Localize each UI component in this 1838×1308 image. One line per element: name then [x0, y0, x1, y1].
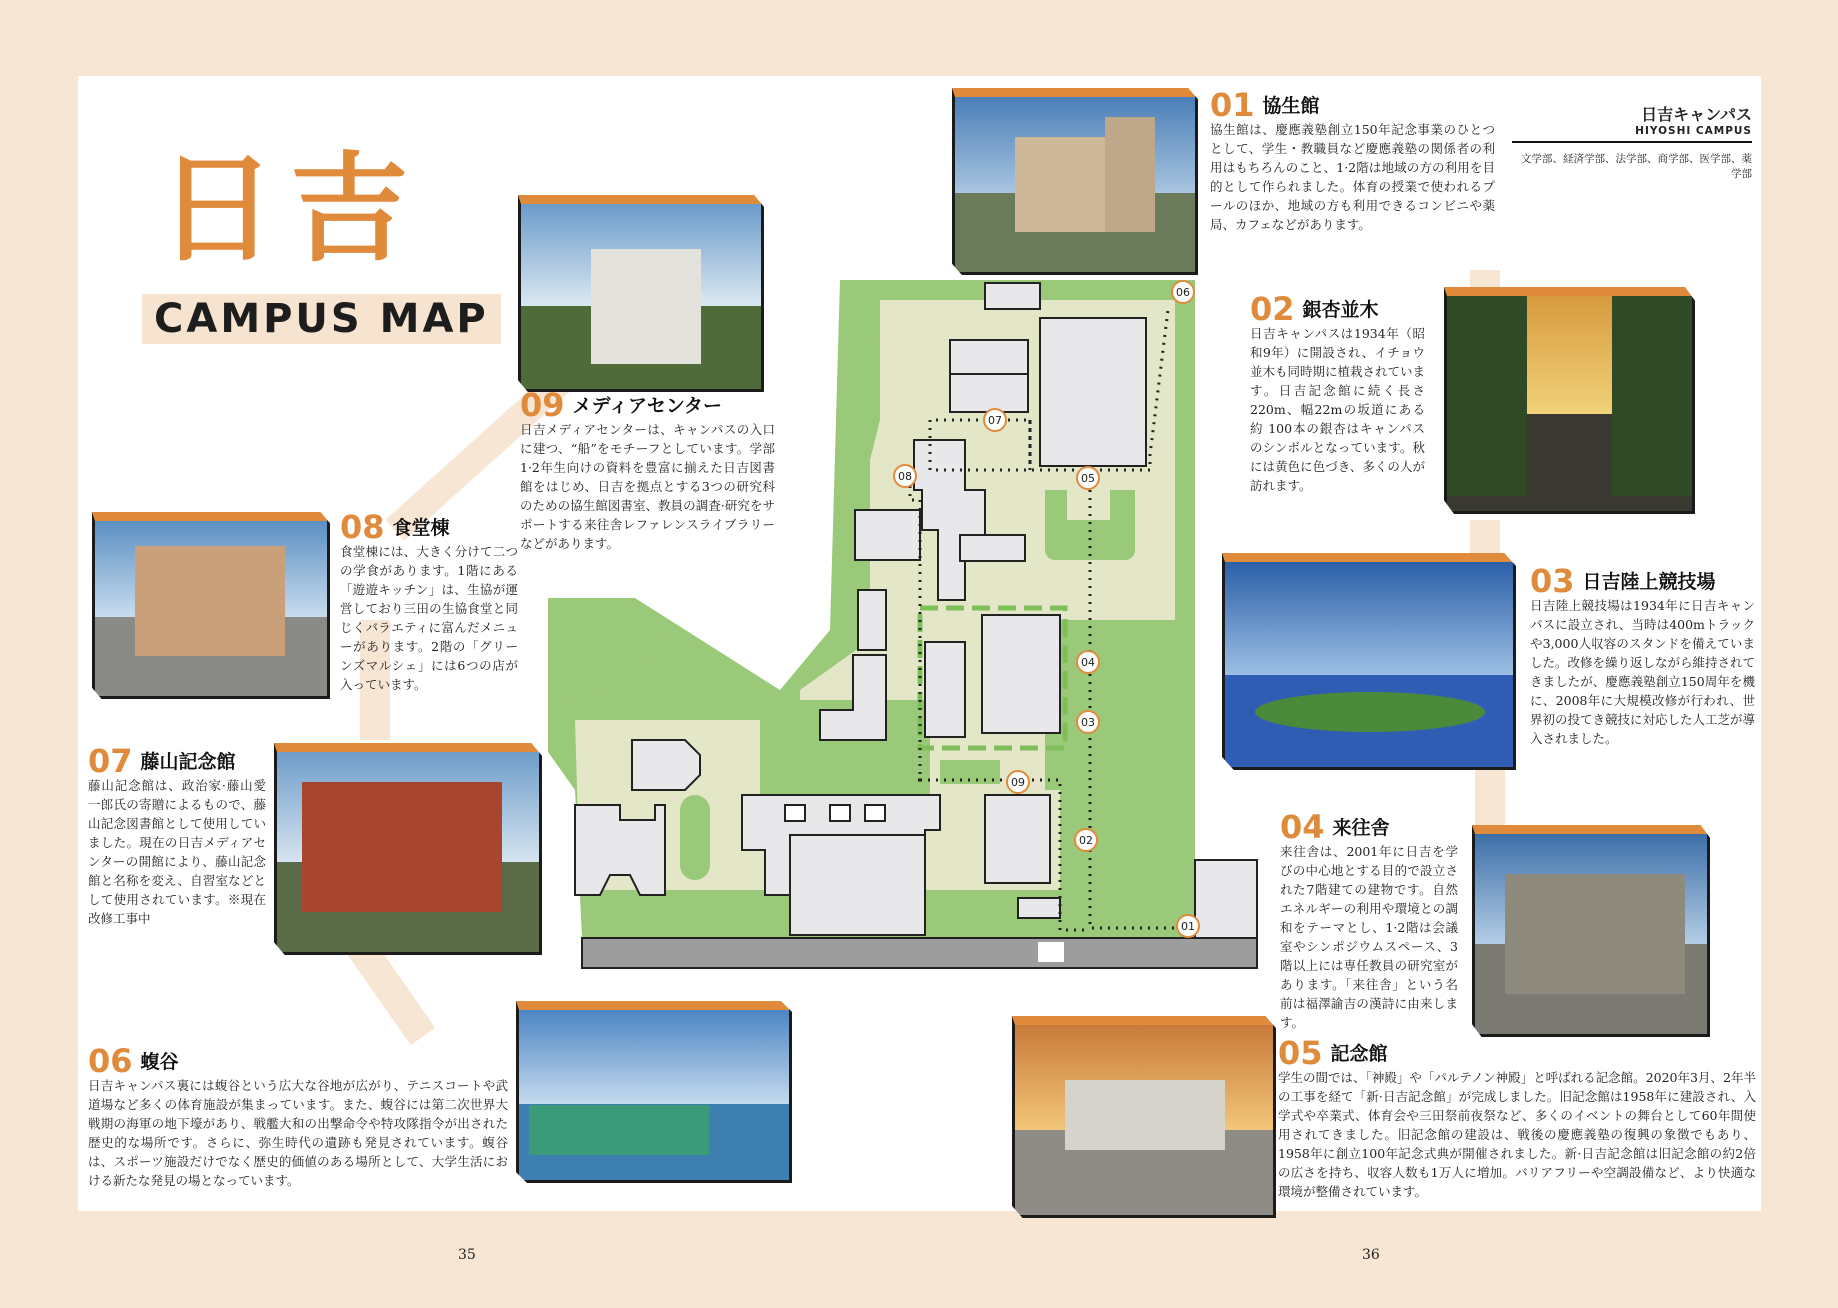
section-heading: 04 来往舎 [1280, 808, 1390, 846]
map-marker-03 [1077, 711, 1099, 733]
section-text: 来往舎は、2001年に日吉を学びの中心地とする目的で設立された7階建ての建物です。自然エネルギーの利用や環境との調和をテーマとし、1·2階は会議室やシンポジウムスペース、3階以上には専任教員の研究室があります。「来往舎」という名前は福澤諭吉の漢詩に由来します。 [1280, 844, 1458, 1030]
section-heading: 01 協生館 [1210, 86, 1320, 124]
section-text: 藤山記念館は、政治家·藤山愛一郎氏の寄贈によるもので、藤山記念図書館として使用していました。現在の日吉メディアセンターの開館により、藤山記念館と名称を変え、自習室などとして使用されています。※現在改修工事中 [88, 778, 266, 926]
map-building [950, 340, 1028, 378]
campus-faculties: 文学部、経済学部、法学部、商学部、医学部、薬学部 [1521, 153, 1752, 180]
map-building [960, 535, 1025, 561]
section-heading: 06 蝮谷 [88, 1042, 179, 1080]
section-heading: 02 銀杏並木 [1250, 290, 1379, 328]
page-number-left: 35 [458, 1247, 476, 1263]
svg-text:08: 08 [898, 470, 912, 483]
map-road [582, 938, 1257, 968]
map-building [790, 835, 925, 935]
section-heading: 08 食堂棟 [340, 508, 450, 546]
svg-text:06: 06 [1176, 286, 1190, 299]
page-subtitle: CAMPUS MAP [142, 294, 501, 344]
section-05 [1278, 1034, 1756, 1201]
map-marker-06 [1172, 281, 1194, 303]
map-building [985, 283, 1040, 309]
map-marker-08 [894, 465, 916, 487]
section-09 [520, 386, 775, 553]
page-title: 日吉 [158, 140, 423, 278]
svg-text:05: 05 [1081, 472, 1095, 485]
map-marker-05 [1077, 467, 1099, 489]
svg-text:07: 07 [988, 414, 1002, 427]
section-text: 日吉陸上競技場は1934年に日吉キャンパスに設立され、当時は400mトラックや3,000人収容のスタンドを備えていました。改修を繰り返しながら維持されてきましたが、慶應義塾創立150周年を機に、2008年に大規模改修が行われ、世界初の投てき競技に対応した人工芝が導入されました。 [1530, 598, 1756, 746]
map-marker-02 [1075, 829, 1097, 851]
section-03 [1530, 562, 1756, 748]
section-heading: 09 メディアセンター [520, 386, 723, 424]
campus-name: 日吉キャンパス [1641, 105, 1752, 124]
section-heading: 03 日吉陸上競技場 [1530, 562, 1716, 600]
svg-text:01: 01 [1181, 920, 1195, 933]
map-marker-09 [1007, 771, 1029, 793]
section-01 [1210, 86, 1495, 234]
map-building [1018, 898, 1060, 918]
section-text: 日吉キャンパス裏には蝮谷という広大な谷地が広がり、テニスコートや武道場など多くの体育施設が集まっています。また、蝮谷には第二次世界大戦期の海軍の地下壕があり、戦艦大和の出撃命令や特攻隊指令が出された歴史的な場所です。さらに、弥生時代の遺跡も発見されています。蝮谷は、スポーツ施設だけでなく歴史的価値のある場所として、大学生活における新たな発見の場となっています。 [88, 1078, 508, 1188]
svg-text:04: 04 [1081, 656, 1095, 669]
map-marker-07 [984, 409, 1006, 431]
map-building [1195, 860, 1257, 938]
map-building [982, 615, 1060, 733]
section-06 [88, 1042, 508, 1190]
campus-name-en: HIYOSHI CAMPUS [1512, 125, 1752, 143]
map-building [985, 795, 1050, 883]
page-number-right: 36 [1362, 1247, 1380, 1263]
svg-text:02: 02 [1079, 834, 1093, 847]
section-heading: 07 藤山記念館 [88, 742, 236, 780]
section-text: 学生の間では、「神殿」や「パルテノン神殿」と呼ばれる記念館。2020年3月、2年半の工事を経て「新·日吉記念館」が完成しました。旧記念館は1958年に建設され、入学式や卒業式、体育会や三田祭前夜祭など、多くのイベントの舞台として60年間使用されてきました。旧記念館の建設は、戦後の慶應義塾の復興の象徴でもあり、1958年に創立100年記念式典が開催されました。新·日吉記念館は旧記念館の約2倍の広さを持ち、収容人数も1万人に増加。バリアフリーや空調設備など、より快適な環境が整備されています。 [1278, 1070, 1756, 1199]
section-heading: 05 記念館 [1278, 1034, 1388, 1072]
map-building [1040, 318, 1146, 466]
section-text: 日吉キャンパスは1934年（昭和9年）に開設され、イチョウ並木も同時期に植栽されています。日吉記念館に続く長さ220m、幅22mの坂道にある約 100本の銀杏はキャンパスのシンボルとなっています。秋には黄色に色づき、多くの人が訪れます。 [1250, 326, 1426, 493]
map-building [855, 510, 920, 560]
map-marker-04 [1077, 651, 1099, 673]
map-marker-01 [1177, 915, 1199, 937]
map-building [950, 374, 1028, 412]
svg-text:09: 09 [1011, 776, 1025, 789]
section-08 [340, 508, 518, 694]
map-building [632, 740, 700, 790]
section-07 [88, 742, 266, 928]
section-04 [1280, 808, 1458, 1032]
section-02 [1250, 290, 1426, 495]
svg-text:03: 03 [1081, 716, 1095, 729]
section-text: 協生館は、慶應義塾創立150年記念事業のひとつとして、学生・教職員など慶應義塾の関係者の利用はもちろんのこと、1·2階は地域の方の利用を目的として作られました。体育の授業で使われるプールのほか、地域の方も利用できるコンビニや薬局、カフェなどがあります。 [1210, 122, 1495, 232]
map-building [858, 590, 886, 650]
section-text: 食堂棟には、大きく分けて二つの学食があります。1階にある「遊遊キッチン」は、生協が運営しており三田の生協食堂と同じくバラエティに富んだメニューがあります。2階の「グリーンズマルシェ」には6つの店が入っています。 [340, 544, 518, 692]
section-text: 日吉メディアセンターは、キャンパスの入口に建つ、“船”をモチーフとしています。学部1·2年生向けの資料を豊富に揃えた日吉図書館をはじめ、日吉を拠点とする3つの研究科のための協生館図書室、教員の調査·研究をサポートする来往舎レファレンスライブラリーなどがあります。 [520, 422, 775, 551]
map-building [925, 642, 965, 737]
